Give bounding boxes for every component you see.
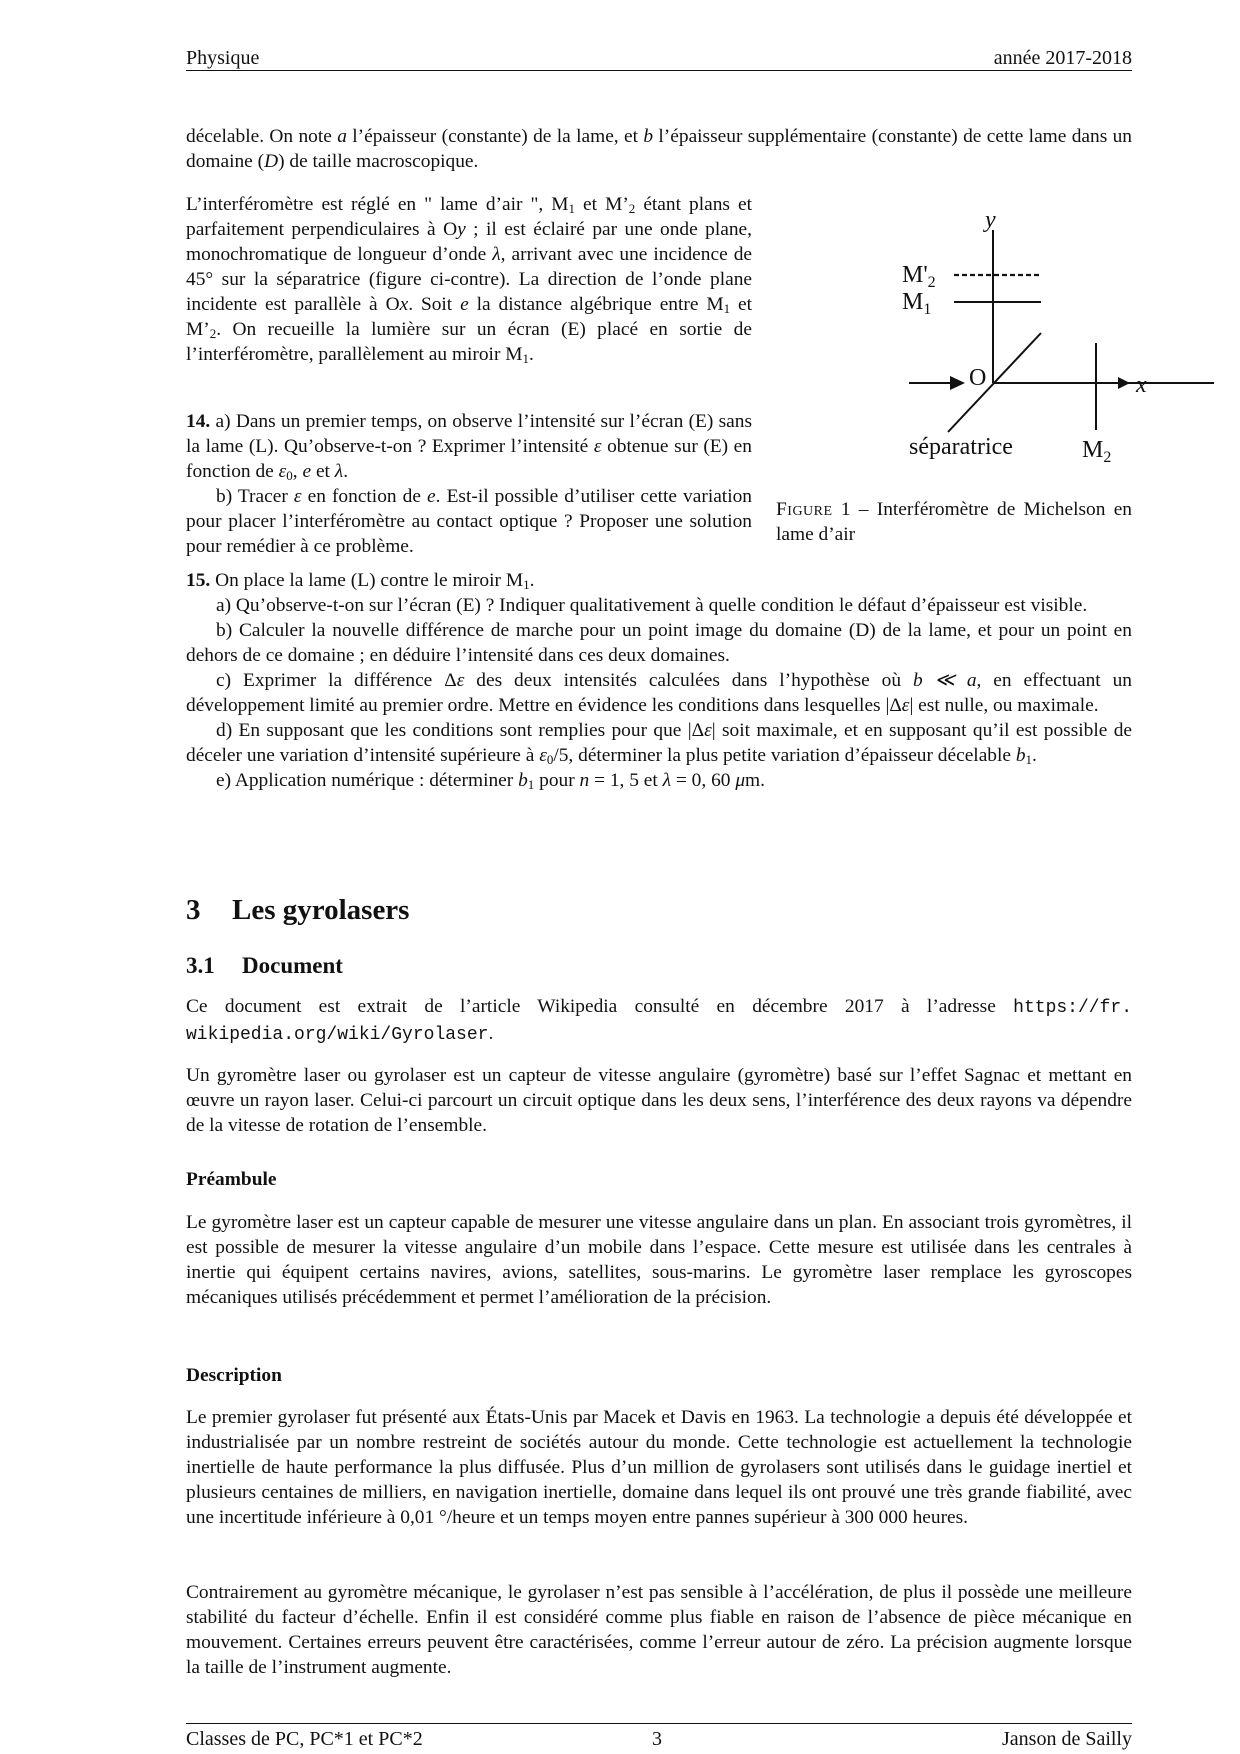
page: [186, 0, 1147, 1754]
question-15-d: d) En supposant que les conditions sont remplies pour que |Δε| soit maximale, et en supposant qu’il est possible de déceler une variation d’intensité supérieure à $\varepsilon_0/5$, déterminer la plus petite variation d’épaisseur décelable $b_1$.: [186, 720, 1132, 767]
header-subject: Physique: [186, 47, 260, 69]
setup-paragraph: L’interféromètre est réglé en " lame d’air ", $M_1$ et $M’_2$ étant plans et parfaitement perpendiculaires à Oy ; il est éclairé par une onde plane, monochromatique de longueur d’onde λ, arrivant avec une incidence de 45° sur la séparatrice (figure ci-contre). La direction de l’onde plane incidente est parallèle à Ox. Soit e la distance algébrique entre $M_1$ et $M’_2$. On recueille la lumière sur un écran (E) placé en sortie de l’interféromètre, parallèlement au miroir $M_1$.: [186, 194, 752, 366]
figure-caption: Figure 1 – Interféromètre de Michelson en lame d’air: [776, 499, 1132, 545]
question-14: [186, 409, 752, 559]
section-3-heading: 3 Les gyrolasers: [186, 894, 410, 926]
question-14-b: b) Tracer ε en fonction de e. Est-il possible d’utiliser cette variation pour placer l’interféromètre au contact optique ? Proposer une solution pour remédier à ce problème.: [186, 486, 752, 557]
origin-label: O: [969, 365, 987, 391]
header-year: année 2017-2018: [993, 47, 1132, 69]
page-number: 3: [652, 1728, 662, 1750]
michelson-figure: [756, 200, 1147, 475]
question-15: [186, 568, 1132, 793]
mirror-m1-label: $M_1$: [902, 289, 932, 318]
question-15-a: a) Qu’observe-t-on sur l’écran (E) ? Indiquer qualitativement à quelle condition le défaut d’épaisseur est visible.: [216, 595, 1088, 616]
footer-rule: [186, 1723, 1132, 1724]
beamsplitter-label: séparatrice: [909, 434, 1013, 460]
preambule-heading: Préambule: [186, 1169, 277, 1190]
document-paragraph-1: Un gyromètre laser ou gyrolaser est un capteur de vitesse angulaire (gyromètre) basé sur l’effet Sagnac et mettant en œuvre un rayon laser. Celui-ci parcourt un circuit optique dans les deux sens, l’interférence des deux rayons va dépendre de la vitesse de rotation de l’ensemble.: [186, 1065, 1132, 1136]
question-15-e: e) Application numérique : déterminer $b_1$ pour n = 1, 5 et λ = 0, 60 μm.: [216, 770, 765, 792]
document-intro: Ce document est extrait de l’article Wikipedia consulté en décembre 2017 à l’adresse https://fr. wikipedia.org/wiki/Gyrolaser.: [186, 996, 1132, 1045]
section-3-1-heading: 3.1 Document: [186, 953, 343, 978]
question-15-c: c) Exprimer la différence Δε des deux intensités calculées dans l’hypothèse où b ≪ a, en effectuant un développement limité au premier ordre. Mettre en évidence les conditions dans lesquelles |Δε| est nulle, ou maximale.: [186, 670, 1132, 716]
preambule-paragraph: Le gyromètre laser est un capteur capable de mesurer une vitesse angulaire dans un plan. En associant trois gyromètres, il est possible de mesurer la vitesse angulaire d’un mobile dans l’espace. Cette mesure est utilisée dans les centrales à inertie qui équipent certains navires, avions, satellites, sous-marins. Le gyromètre laser remplace les gyroscopes mécaniques utilisés précédemment et permet l’amélioration de la précision.: [186, 1212, 1132, 1308]
description-paragraph-2: Contrairement au gyromètre mécanique, le gyrolaser n’est pas sensible à l’accélération, de plus il possède une meilleure stabilité du facteur d’échelle. Enfin il est considéré comme plus fiable en raison de l’absence de pièce mécanique en mouvement. Certaines erreurs peuvent être caractérisées, comme l’erreur autour de zéro. La précision augmente lorsque la taille de l’instrument augmente.: [186, 1582, 1132, 1678]
description-heading: Description: [186, 1365, 282, 1386]
footer-classes: Classes de PC, PC*1 et PC*2: [186, 1728, 423, 1750]
question-14-a: 14. a) Dans un premier temps, on observe l’intensité sur l’écran (E) sans la lame (L). Qu’observe-t-on ? Exprimer l’intensité ε obtenue sur (E) en fonction de $\varepsilon_0$, e et λ.: [186, 411, 752, 483]
question-15-b: b) Calculer la nouvelle différence de marche pour un point image du domaine (D) de la lame, et pour un point en dehors de ce domaine ; en déduire l’intensité dans ces deux domaines.: [186, 620, 1132, 666]
x-axis-arrow: [1118, 377, 1130, 389]
wikipedia-url[interactable]: https://fr. wikipedia.org/wiki/Gyrolaser: [186, 998, 1132, 1045]
footer-school: Janson de Sailly: [1002, 1728, 1132, 1750]
page-footer: [186, 1728, 1132, 1751]
incident-beam-arrow: [950, 376, 965, 390]
intro-paragraph: décelable. On note a l’épaisseur (constante) de la lame, et b l’épaisseur supplémentaire (constante) de cette lame dans un domaine (D) de taille macroscopique.: [186, 126, 1133, 172]
question-15-intro: 15. On place la lame (L) contre le miroir $M_1$.: [186, 570, 535, 592]
mirror-m2-prime-label: $M'_2$: [902, 262, 936, 291]
page-header: [186, 44, 1132, 70]
mirror-m2-label: $M_2$: [1082, 437, 1112, 466]
header-rule: [186, 70, 1132, 71]
x-axis-label: x: [1136, 372, 1147, 398]
description-paragraph-1: Le premier gyrolaser fut présenté aux États-Unis par Macek et Davis en 1963. La technologie a depuis été développée et industrialisée par un nombre restreint de sociétés autour du monde. Cette technologie est actuellement la technologie inertielle de haute performance la plus diffusée. Plus d’un million de gyrolasers sont utilisés dans le guidage inertiel et plusieurs centaines de milliers, en navigation inertielle, domaine dans lequel ils ont prouvé une très grande fiabilité, avec une incertitude inférieure à 0,01 °/heure et un temps moyen entre pannes supérieur à 300 000 heures.: [186, 1407, 1132, 1528]
y-axis-label: y: [985, 207, 996, 233]
